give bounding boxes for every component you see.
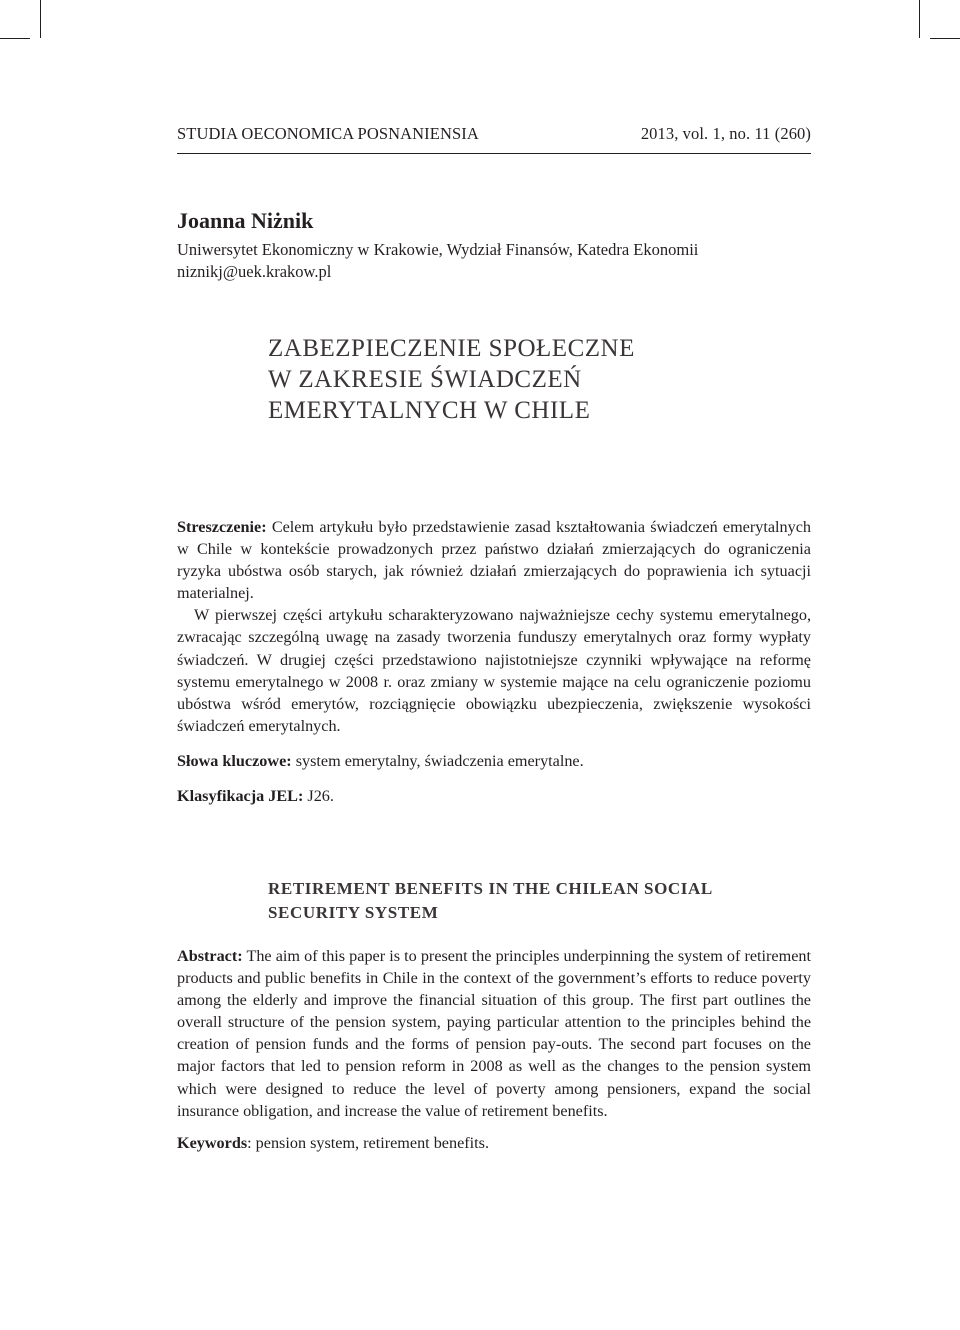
title-polish	[268, 333, 828, 426]
abstract-english	[177, 945, 811, 1122]
jel-classification	[177, 787, 334, 806]
crop-mark-top-left-horizontal	[0, 38, 30, 39]
keywords-english-text: : pension system, retirement benefits.	[247, 1134, 489, 1152]
abstract-polish-paragraph-2: W pierwszej części artykułu scharakteryzowano najważniejsze cechy systemu emerytalnego, zwracając szczególną uwagę na zasady tworzenia funduszy emerytalnych oraz formy wypłaty świadczeń. W drugiej części przedstawiono najistotniejsze czynniki wpływające na reformę systemu emerytalnego w 2008 r. oraz zmiany w systemie mające na celu ograniczenie poziomu ubóstwa wśród emerytów, rozciągnięcie obowiązku ubezpieczenia, zwiększenie wysokości świadczeń emerytalnych.	[177, 606, 811, 735]
journal-name: STUDIA OECONOMICA POSNANIENSIA	[177, 124, 479, 143]
author-email: niznikj@uek.krakow.pl	[177, 262, 332, 281]
abstract-polish-label: Streszczenie:	[177, 518, 267, 536]
jel-code: J26.	[303, 787, 334, 805]
header-rule	[177, 153, 811, 154]
keywords-polish-label: Słowa kluczowe:	[177, 752, 292, 770]
title-polish-line-2: W ZAKRESIE ŚWIADCZEŃ	[268, 366, 582, 393]
jel-label: Klasyfikacja JEL:	[177, 787, 304, 805]
crop-mark-top-right-vertical	[919, 0, 920, 38]
keywords-polish	[177, 752, 584, 771]
abstract-english-label: Abstract:	[177, 947, 243, 965]
author-affiliation: Uniwersytet Ekonomiczny w Krakowie, Wydział Finansów, Katedra Ekonomii	[177, 240, 699, 259]
abstract-polish-paragraph-1: Celem artykułu było przedstawienie zasad kształtowania świadczeń emerytalnych w Chile w kontekście prowadzonych przez państwo działań zmierzających do ograniczenia ryzyka ubóstwa osób starych, jak również działań zmierzających do poprawienia ich sytuacji materialnej.	[177, 518, 811, 603]
title-polish-line-3: EMERYTALNYCH W CHILE	[268, 397, 591, 424]
title-english	[268, 877, 788, 925]
author-name: Joanna Niżnik	[177, 208, 314, 233]
abstract-polish	[177, 516, 811, 737]
issue-info: 2013, vol. 1, no. 11 (260)	[640, 124, 811, 143]
keywords-polish-text: system emerytalny, świadczenia emerytalne.	[291, 752, 584, 770]
running-header	[177, 124, 811, 144]
crop-mark-top-right-horizontal	[930, 38, 960, 39]
keywords-english-label: Keywords	[177, 1134, 248, 1152]
crop-mark-top-left-vertical	[40, 0, 41, 38]
abstract-english-text: The aim of this paper is to present the principles underpinning the system of retirement products and public benefits in Chile in the context of the government’s efforts to reduce poverty among the elderly and improve the financial situation of this group. The first part outlines the overall structure of the pension system, paying particular attention to the principles behind the creation of pension funds and the forms of pension pay-outs. The second part focuses on the major factors that led to pension reform in 2008 as well as the changes to the pension system which were designed to reduce the level of poverty among pensioners, expand the social insurance obligation, and increase the value of retirement benefits.	[177, 947, 811, 1120]
title-polish-line-1: ZABEZPIECZENIE SPOŁECZNE	[268, 335, 635, 362]
keywords-english	[177, 1134, 489, 1153]
title-english-line-2: SECURITY SYSTEM	[268, 903, 439, 922]
title-english-line-1: RETIREMENT BENEFITS IN THE CHILEAN SOCIAL	[268, 879, 713, 898]
